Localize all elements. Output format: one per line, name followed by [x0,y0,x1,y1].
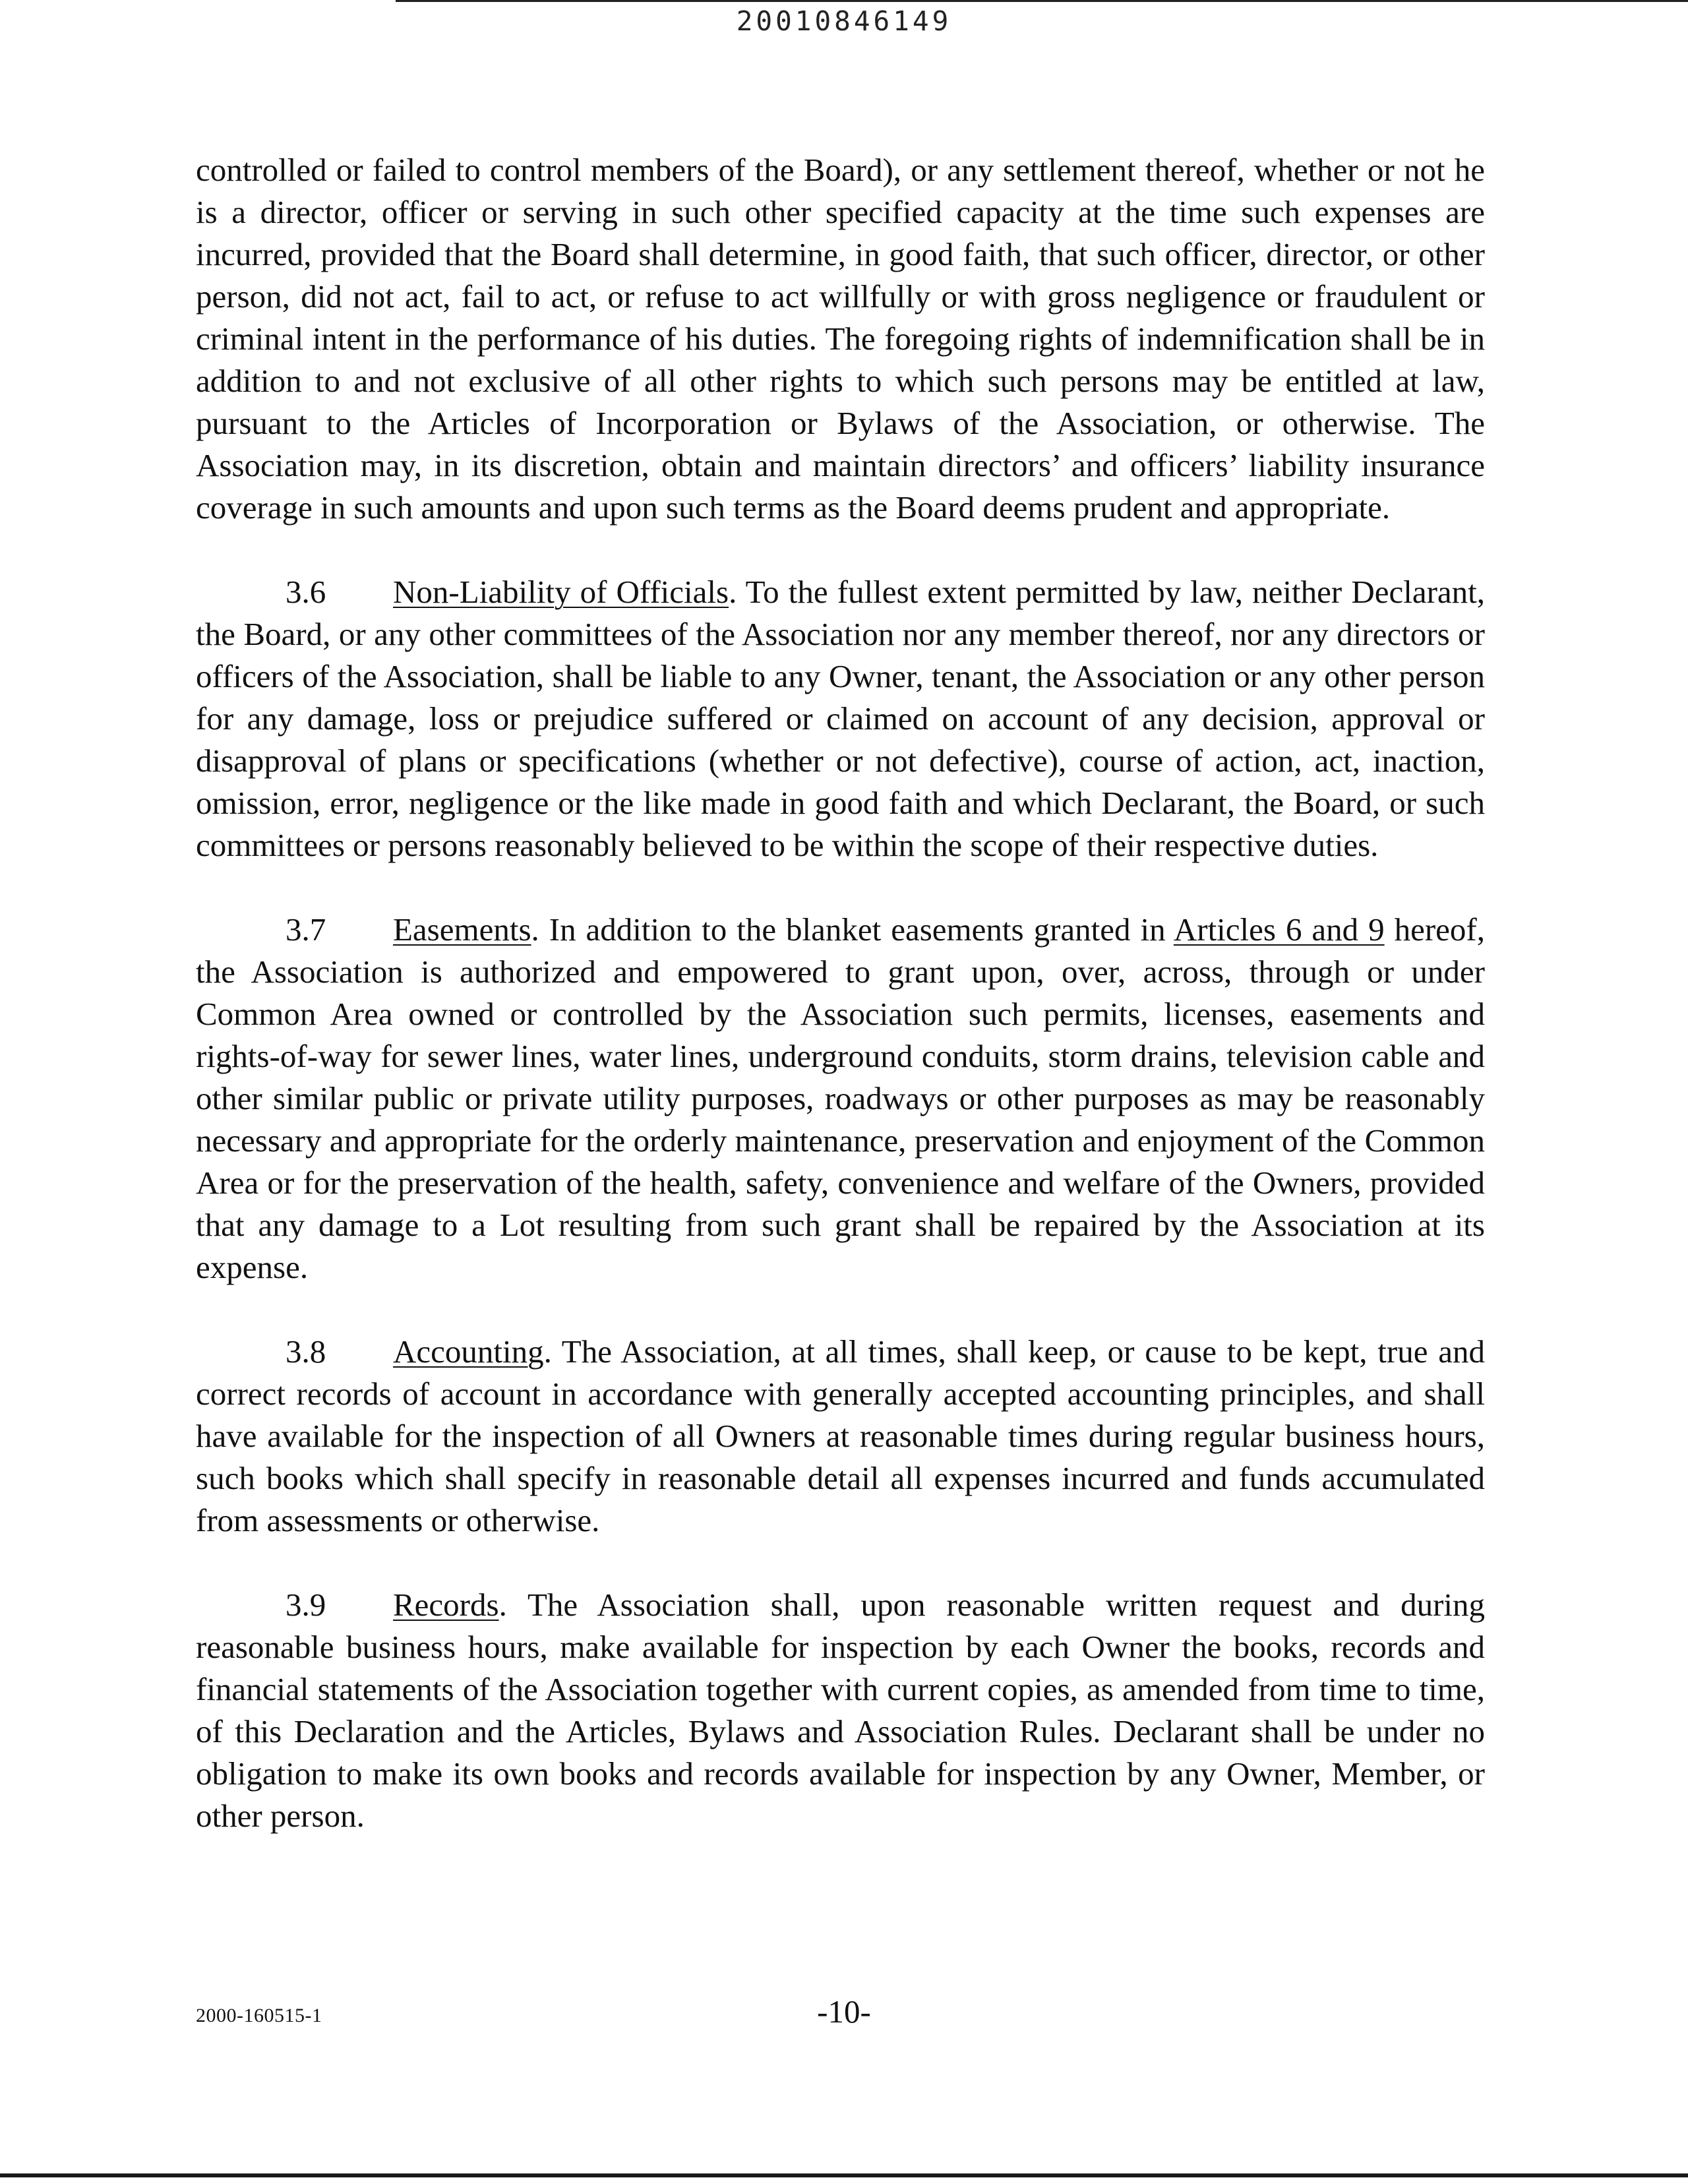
page-number: -10- [817,1993,871,2030]
section-title: Easements [393,911,531,948]
section-number: 3.9 [286,1587,326,1623]
section-text: . In addition to the blanket easements granted in [531,911,1174,948]
document-number: 20010846149 [725,5,964,37]
section-3-6 [196,571,1485,866]
footer-document-code: 2000-160515-1 [196,2005,322,2026]
section-number: 3.8 [286,1333,326,1370]
section-number: 3.6 [286,574,326,610]
article-reference: Articles 6 and 9 [1173,911,1385,948]
section-title: Accounting [393,1333,544,1370]
section-3-7 [196,909,1485,1289]
section-title: Non-Liability of Officials [393,574,729,610]
continuation-paragraph: controlled or failed to control members of the Board), or any settlement thereof, whether or not he is a director, officer or serving in such other specified capacity at the time such expenses are incurred, provided that the Board shall determine, in good faith, that such officer, director, or other person, did not act, fail to act, or refuse to act willfully or with gross negligence or fraudulent or criminal intent in the performance of his duties. The foregoing rights of indemnification shall be in addition to and not exclusive of all other rights to which such persons may be entitled at law, pursuant to the Articles of Incorporation or Bylaws of the Association, or otherwise. The Association may, in its discretion, obtain and maintain directors’ and officers’ liability insurance coverage in such amounts and upon such terms as the Board deems prudent and appropriate. [196,152,1485,526]
section-text: . To the fullest extent permitted by law, neither Declarant, the Board, or any other committees of the Association nor any member thereof, nor any directors or officers of the Association, shall be liable to any Owner, tenant, the Association or any other person for any damage, loss or prejudice suffered or claimed on account of any decision, approval or disapproval of plans or specifications (whether or not defective), course of action, act, inaction, omission, error, negligence or the like made in good faith and which Declarant, the Board, or such committees or persons reasonably believed to be within the scope of their respective duties. [196,574,1485,863]
document-number-header [0,5,1688,37]
section-number: 3.7 [286,911,326,948]
section-3-8 [196,1331,1485,1542]
bottom-border-line [0,2173,1688,2177]
top-border-line [396,0,1688,2]
section-3-9 [196,1584,1485,1837]
section-text: . The Association shall, upon reasonable written request and during reasonable business hours, make available for inspection by each Owner the books, records and financial statements of the Association together with current copies, as amended from time to time, of this Declaration and the Articles, Bylaws and Association Rules. Declarant shall be under no obligation to make its own books and records available for inspection by any Owner, Member, or other person. [196,1587,1485,1834]
section-title: Records [393,1587,499,1623]
section-text: . The Association, at all times, shall keep, or cause to be kept, true and correct records of account in accordance with generally accepted accounting principles, and shall have available for the inspection of all Owners at reasonable times during regular business hours, such books which shall specify in reasonable detail all expenses incurred and funds accumulated from assessments or otherwise. [196,1333,1485,1538]
section-text-continued: hereof, the Association is authorized and empowered to grant upon, over, across, through or under Common Area owned or controlled by the Association such permits, licenses, easements and rights-of-way for sewer lines, water lines, underground conduits, storm drains, television cable and other similar public or private utility purposes, roadways or other purposes as may be reasonably necessary and appropriate for the orderly maintenance, preservation and enjoyment of the Common Area or for the preservation of the health, safety, convenience and welfare of the Owners, provided that any damage to a Lot resulting from such grant shall be repaired by the Association at its expense. [196,911,1485,1285]
document-body [196,149,1485,1879]
